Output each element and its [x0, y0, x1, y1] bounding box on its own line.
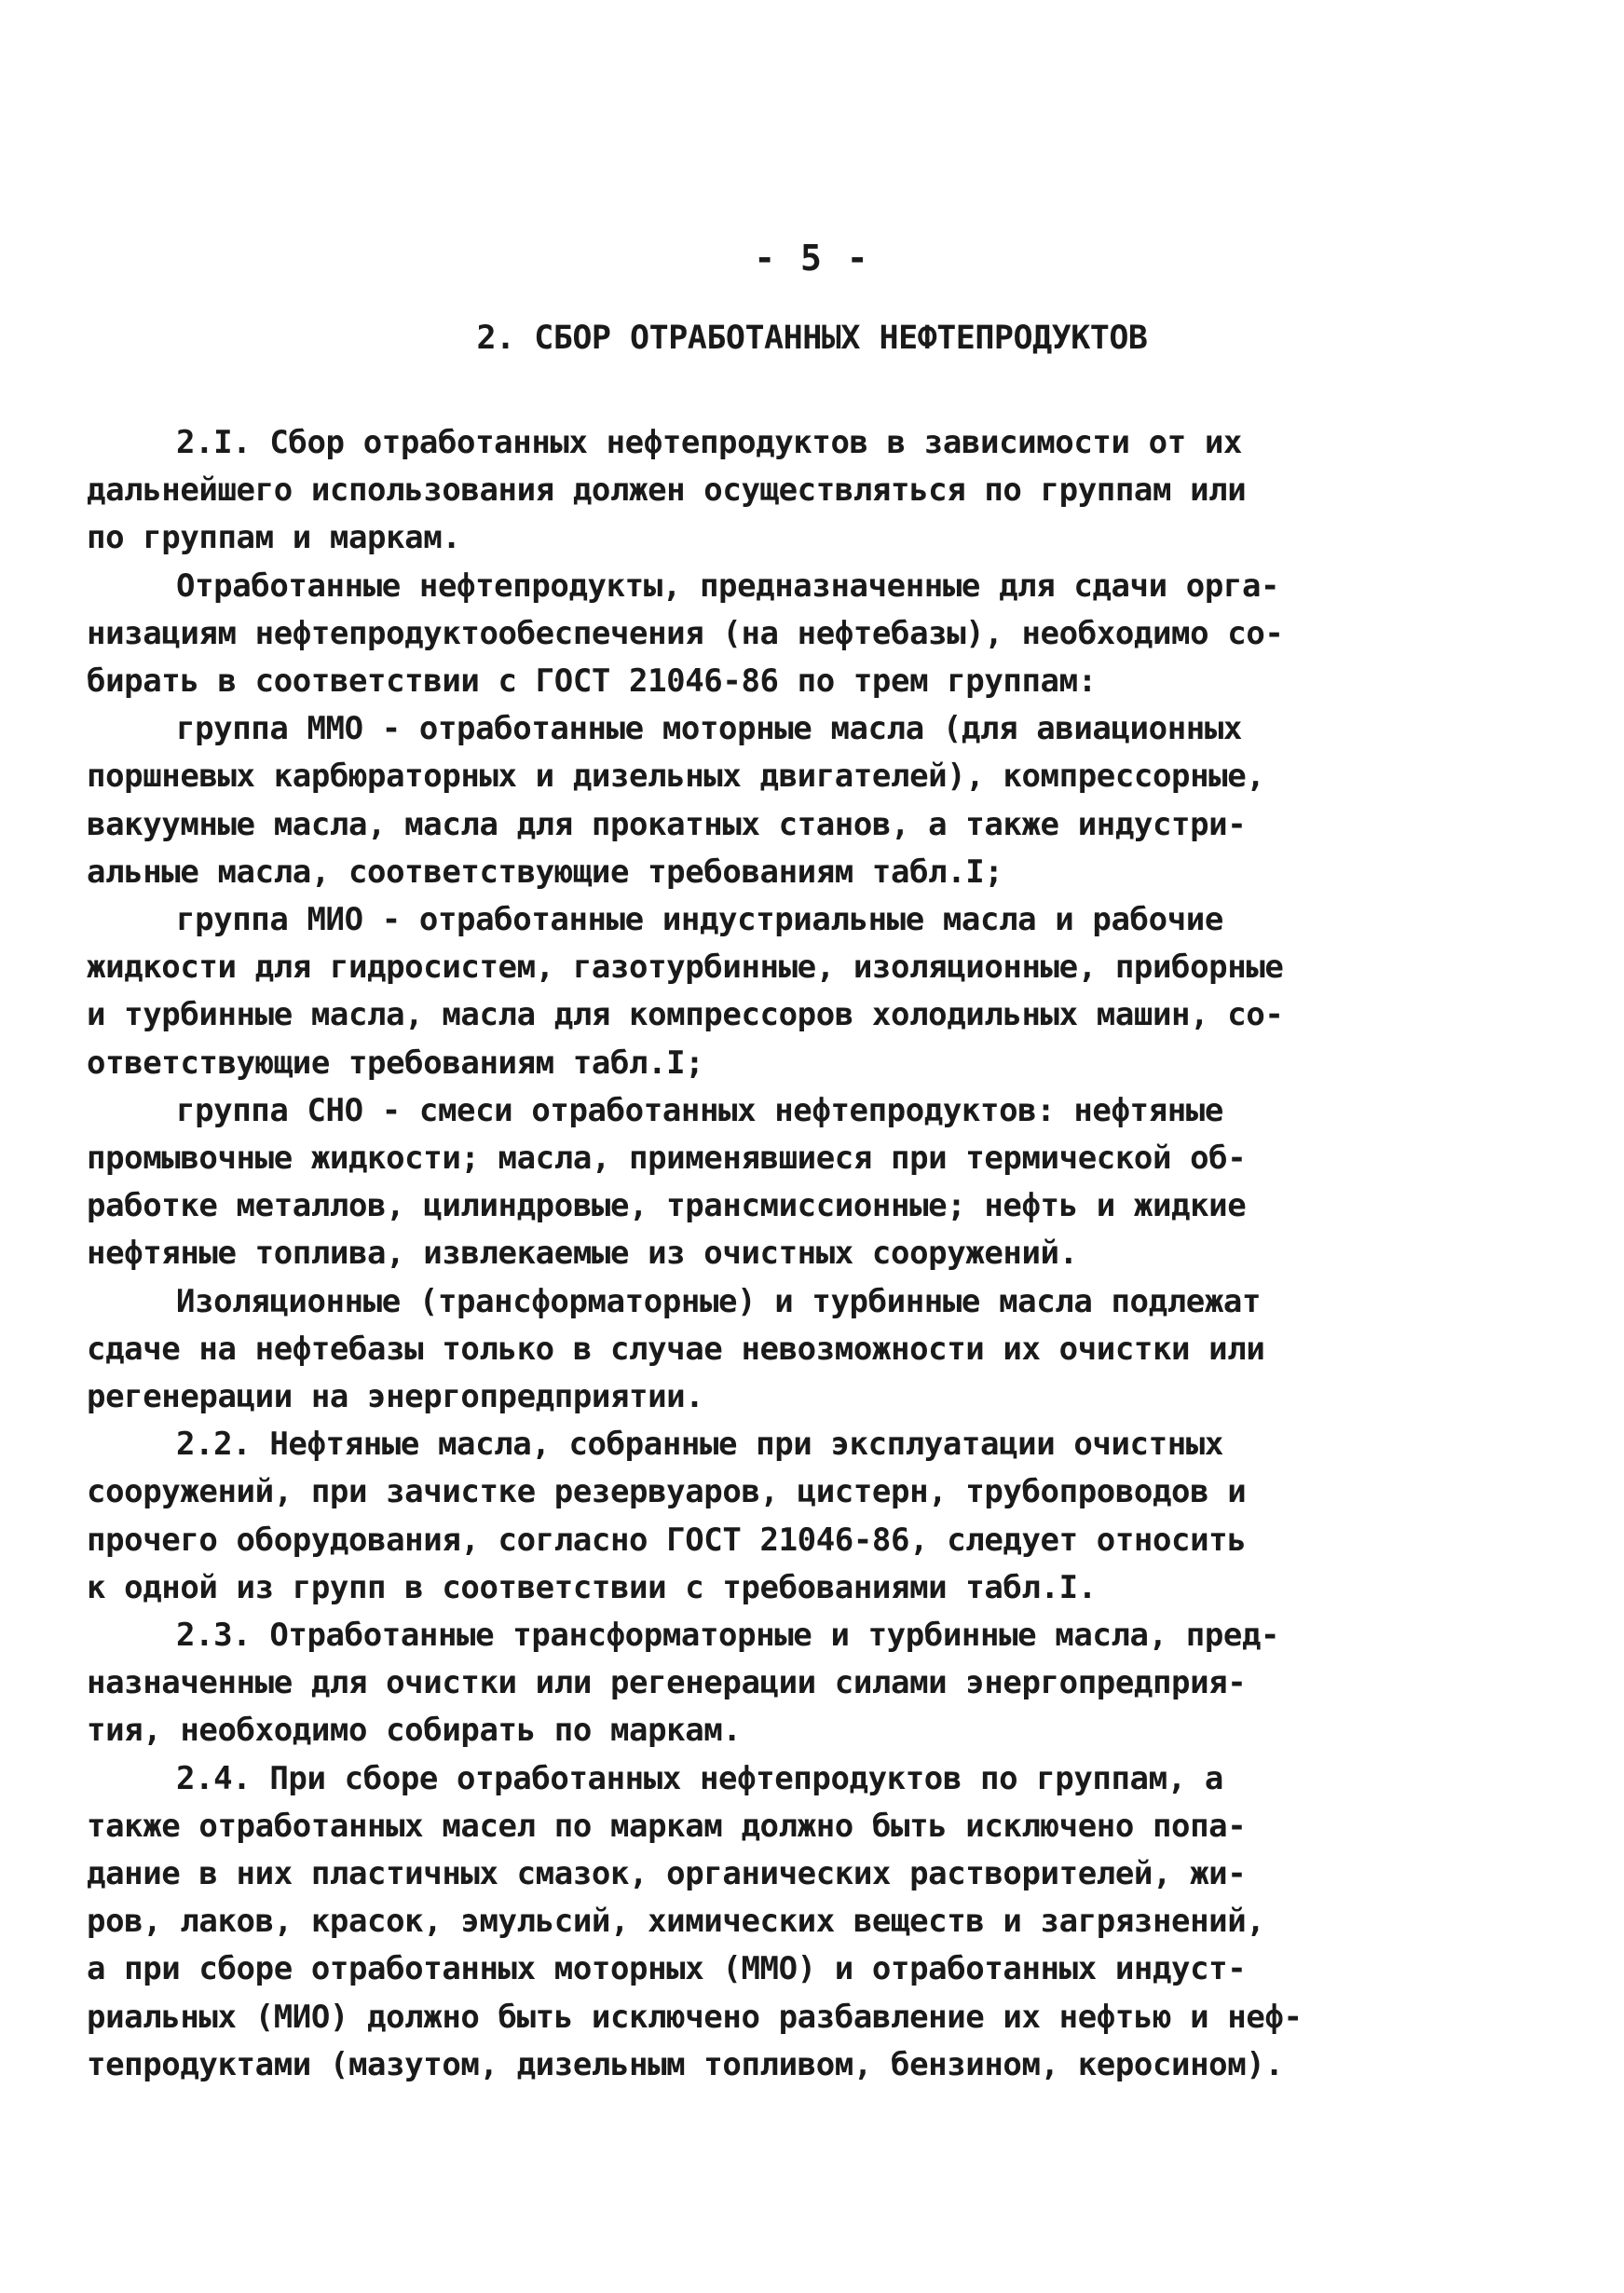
text-line: альные масла, соответствующие требованиям табл.I; — [87, 853, 1003, 891]
text-line: по группам и маркам. — [87, 519, 461, 557]
text-line: вакуумные масла, масла для прокатных станов, а также индустри- — [87, 805, 1247, 843]
text-line: 2.4. При сборе отработанных нефтепродуктов по группам, а — [176, 1759, 1223, 1797]
text-line: бирать в соответствии с ГОСТ 21046-86 по трем группам: — [87, 662, 1097, 700]
text-line: Отработанные нефтепродукты, предназначенные для сдачи орга- — [176, 566, 1280, 605]
text-line: ров, лаков, красок, эмульсий, химических веществ и загрязнений, — [87, 1903, 1265, 1941]
text-line: риальных (МИО) должно быть исключено разбавление их нефтью и неф- — [87, 1998, 1303, 2036]
text-line: группа МИО - отработанные индустриальные масла и рабочие — [176, 901, 1223, 938]
text-line: и турбинные масла, масла для компрессоров холодильных машин, со- — [87, 996, 1284, 1034]
text-line: тия, необходимо собирать по маркам. — [87, 1712, 742, 1750]
text-line: Изоляционные (трансформаторные) и турбинные масла подлежат — [176, 1282, 1262, 1320]
text-line: группа ММО - отработанные моторные масла (для авиационных — [176, 710, 1242, 748]
text-line: промывочные жидкости; масла, применявшиеся при термической об- — [87, 1140, 1247, 1177]
text-line: низациям нефтепродуктообеспечения (на нефтебазы), необходимо со- — [87, 614, 1284, 652]
text-line: сдаче на нефтебазы только в случае невозможности их очистки или — [87, 1330, 1265, 1368]
text-line: прочего оборудования, согласно ГОСТ 21046-86, следует относить — [87, 1521, 1247, 1559]
text-line: дание в них пластичных смазок, органических растворителей, жи- — [87, 1855, 1247, 1892]
text-line: 2.3. Отработанные трансформаторные и турбинные масла, пред- — [176, 1617, 1280, 1654]
text-line: назначенные для очистки или регенерации силами энергопредприя- — [87, 1664, 1247, 1702]
text-line: также отработанных масел по маркам должно быть исключено попа- — [87, 1807, 1247, 1845]
text-line: тепродуктами (мазутом, дизельным топливом, бензином, керосином). — [87, 2045, 1284, 2083]
text-line: ответствующие требованиям табл.I; — [87, 1044, 704, 1082]
text-line: нефтяные топлива, извлекаемые из очистных сооружений. — [87, 1235, 1078, 1273]
text-line: регенерации на энергопредприятии. — [87, 1378, 704, 1415]
text-line: группа СНО - смеси отработанных нефтепродуктов: нефтяные — [176, 1091, 1223, 1129]
text-line: жидкости для гидросистем, газотурбинные, изоляционные, приборные — [87, 949, 1284, 987]
text-line: работке металлов, цилиндровые, трансмиссионные; нефть и жидкие — [87, 1187, 1247, 1225]
text-line: дальнейшего использования должен осуществляться по группам или — [87, 471, 1247, 510]
text-line: 2.2. Нефтяные масла, собранные при эксплуатации очистных — [176, 1426, 1223, 1464]
text-line: сооружений, при зачистке резервуаров, цистерн, трубопроводов и — [87, 1473, 1247, 1511]
text-line: 2.I. Сбор отработанных нефтепродуктов в зависимости от их — [176, 424, 1242, 461]
text-line: к одной из групп в соответствии с требованиями табл.I. — [87, 1568, 1097, 1606]
page-number: - 5 - — [754, 238, 870, 279]
text-line: а при сборе отработанных моторных (ММО) и отработанных индуст- — [87, 1950, 1247, 1988]
text-line: поршневых карбюраторных и дизельных двигателей), компрессорные, — [87, 758, 1265, 796]
section-title: 2. СБОР ОТРАБОТАННЫХ НЕФТЕПРОДУКТОВ — [476, 320, 1148, 357]
